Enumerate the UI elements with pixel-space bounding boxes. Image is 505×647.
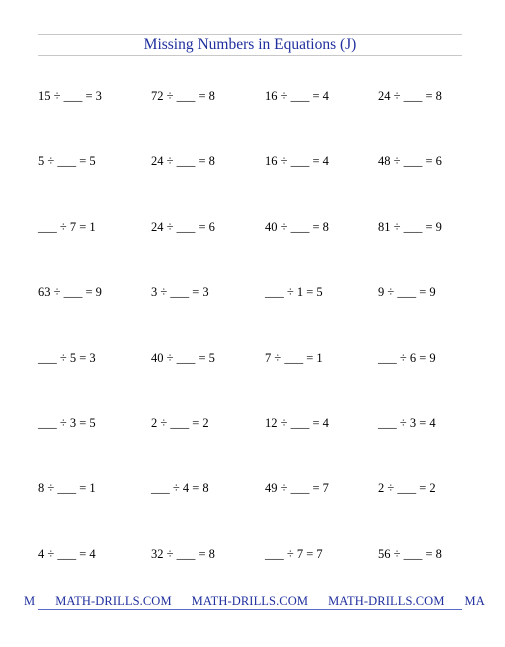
- problem: ___ ÷ 7 = 1: [38, 219, 96, 234]
- problem: ___ ÷ 7 = 7: [265, 546, 323, 561]
- problem: ___ ÷ 1 = 5: [265, 285, 323, 300]
- title-bar: [38, 34, 462, 56]
- problem: 49 ÷ ___ = 7: [265, 481, 329, 496]
- problem: 16 ÷ ___ = 4: [265, 154, 329, 169]
- problem-row: [38, 350, 468, 415]
- problem: 9 ÷ ___ = 9: [378, 285, 436, 300]
- footer-brand: MATH-DRILLS.COM: [55, 594, 172, 608]
- problem: 15 ÷ ___ = 3: [38, 89, 102, 103]
- problem-row: [38, 153, 468, 218]
- problem: 5 ÷ ___ = 5: [38, 154, 96, 169]
- problem: 2 ÷ ___ = 2: [151, 415, 209, 430]
- footer-track: [24, 593, 505, 609]
- footer-brand: MATH-DRILLS.COM: [191, 594, 309, 608]
- footer-brand-partial: MA: [464, 594, 485, 608]
- problem: 16 ÷ ___ = 4: [265, 89, 329, 103]
- footer-brand-strip: [24, 593, 485, 610]
- problem-row: [38, 219, 468, 284]
- problem: 32 ÷ ___ = 8: [151, 546, 215, 561]
- footer-brand: MATH-DRILLS.COM: [328, 594, 445, 608]
- problem: 63 ÷ ___ = 9: [38, 285, 102, 300]
- problem-row: [38, 480, 468, 545]
- problem: ___ ÷ 3 = 5: [38, 415, 96, 430]
- problem: ___ ÷ 4 = 8: [151, 481, 209, 496]
- footer-brand-partial: M: [24, 594, 36, 608]
- problem: 4 ÷ ___ = 4: [38, 546, 96, 561]
- problem-grid: [38, 88, 468, 611]
- problem: 7 ÷ ___ = 1: [265, 350, 323, 365]
- problem: 24 ÷ ___ = 8: [151, 154, 215, 169]
- problem: 24 ÷ ___ = 8: [378, 89, 442, 103]
- problem-row: [38, 284, 468, 349]
- problem-row: [38, 88, 468, 153]
- problem: 40 ÷ ___ = 8: [265, 219, 329, 234]
- problem: 56 ÷ ___ = 8: [378, 546, 442, 561]
- problem-row: [38, 415, 468, 480]
- problem: ___ ÷ 3 = 4: [378, 415, 436, 430]
- problem: 48 ÷ ___ = 6: [378, 154, 442, 169]
- problem: 40 ÷ ___ = 5: [151, 350, 215, 365]
- problem: ___ ÷ 5 = 3: [38, 350, 96, 365]
- problem: 72 ÷ ___ = 8: [151, 89, 215, 103]
- problem: 3 ÷ ___ = 3: [151, 285, 209, 300]
- problem: 24 ÷ ___ = 6: [151, 219, 215, 234]
- problem: 12 ÷ ___ = 4: [265, 415, 329, 430]
- problem: ___ ÷ 6 = 9: [378, 350, 436, 365]
- problem: 2 ÷ ___ = 2: [378, 481, 436, 496]
- problem: 81 ÷ ___ = 9: [378, 219, 442, 234]
- problem: 8 ÷ ___ = 1: [38, 481, 96, 496]
- page-title: Missing Numbers in Equations (J): [143, 36, 357, 53]
